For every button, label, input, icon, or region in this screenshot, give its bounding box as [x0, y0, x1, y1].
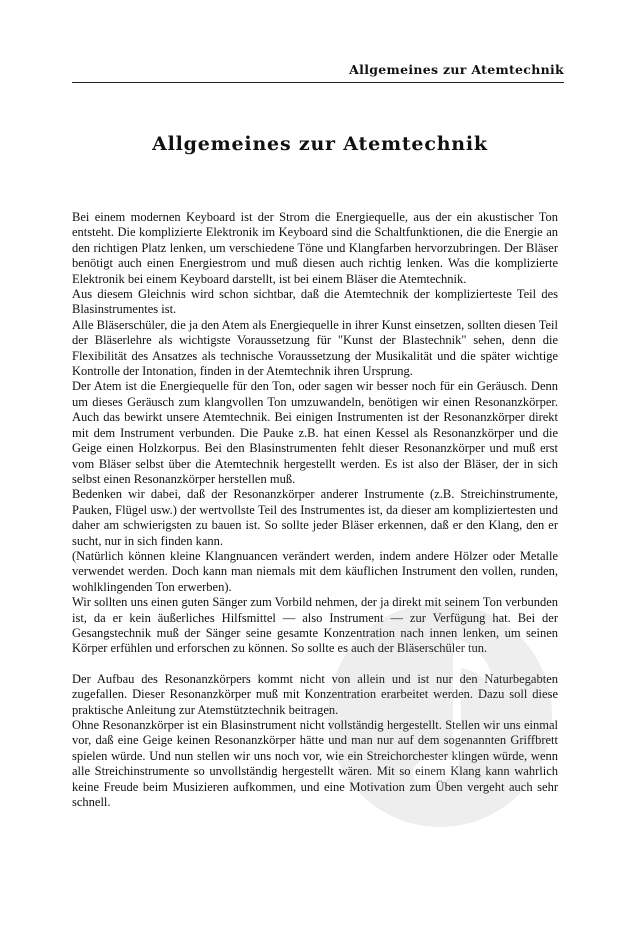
paragraph: Der Aufbau des Resonanzkörpers kommt nicht von allein und ist nur den Naturbegabten zugefallen. Dieser Resonanzkörper muß mit Konzentration erarbeitet werden. Dazu soll diese praktische Anleitung zur Atemstütztechnik beitragen. — [72, 671, 558, 717]
paragraph: (Natürlich können kleine Klangnuancen verändert werden, indem andere Hölzer oder Metalle verwendet werden. Doch kann man niemals mit dem käuflichen Instrument den vollen, runden, wohlklingenden Ton erwerben). — [72, 548, 558, 594]
page-title: Allgemeines zur Atemtechnik — [152, 133, 488, 155]
paragraph: Aus diesem Gleichnis wird schon sichtbar, daß die Atemtechnik der komplizierteste Teil des Blasinstrumentes ist. — [72, 287, 558, 317]
body-text — [72, 210, 558, 810]
paragraph: Bei einem modernen Keyboard ist der Strom die Energiequelle, aus der ein akustischer Ton entsteht. Die komplizierte Elektronik im Keyboard sind die Schaltfunktionen, die die Energie an den richtigen Platz lenken, um verschiedene Töne und Klangfarben hervorzubringen. Der Bläser benötigt auch einen Energiestrom und muß diesen auch richtig lenken. Was die komplizierte Elektronik bei einem Keyboard darstellt, ist bei einem Bläser die Atemtechnik. — [72, 210, 558, 286]
running-header: Allgemeines zur Atemtechnik — [349, 62, 564, 77]
paragraph: Der Atem ist die Energiequelle für den Ton, oder sagen wir besser noch für ein Geräusch. Denn um dieses Geräusch zum klangvollen Ton umzuwandeln, benötigen wir einen Resonanzkörper. Auch das bewirkt unsere Atemtechnik. Bei einigen Instrumenten ist der Resonanzkörper direkt mit dem Instrument verbunden. Die Pauke z.B. hat einen Kessel als Resonanzkörper und die Geige einen Holzkorpus. Bei den Blasinstrumenten fehlt dieser Resonanzkörper und muß erst vom Bläser selbst über die Atemtechnik hergestellt werden. Es ist also der Bläser, der in sich selbst einen Resonanzkörper herstellen muß. — [72, 379, 558, 486]
paragraph: Wir sollten uns einen guten Sänger zum Vorbild nehmen, der ja direkt mit seinem Ton verbunden ist, da er kein äußerliches Hilfsmittel — also Instrument — zur Verfügung hat. Bei der Gesangstechnik muß der Sänger seine gesamte Konzentration nach innen lenken, um seinen Körper erfühlen und erforschen zu können. So sollte es auch der Bläserschüler tun. — [72, 595, 558, 656]
paragraph: Alle Bläserschüler, die ja den Atem als Energiequelle in ihrer Kunst einsetzen, sollten diesen Teil der Bläserlehre als wichtigste Voraussetzung für "Kunst der Blastechnik" sehen, denn die Flexibilität des Ansatzes als technische Voraussetzung der Musikalität und die später wichtige Kontrolle der Intonation, finden in der Atemtechnik ihren Ursprung. — [72, 317, 558, 379]
paragraph: Bedenken wir dabei, daß der Resonanzkörper anderer Instrumente (z.B. Streichinstrumente, Pauken, Flügel usw.) der wertvollste Teil des Instrumentes ist, da dieser am kompliziertesten und daher am schwierigsten zu bauen ist. So sollte jeder Bläser erkennen, daß er den Klang, den er sucht, nur in sich finden kann. — [72, 487, 558, 548]
header-rule — [72, 82, 564, 83]
paragraph: Ohne Resonanzkörper ist ein Blasinstrument nicht vollständig hergestellt. Stellen wir uns einmal vor, daß eine Geige keinen Resonanzkörper hätte und man nur auf dem sogenannten Griffbrett spielen würde. Und nun stellen wir uns noch vor, wie ein Streichorchester klingen würde, wenn alle Streichinstrumente so unvollständig hergestellt wären. Mit so einem Klang kann wahrlich keine Freude beim Musizieren aufkommen, und eine Motivation zum Üben vergeht auch sehr schnell. — [72, 718, 558, 810]
